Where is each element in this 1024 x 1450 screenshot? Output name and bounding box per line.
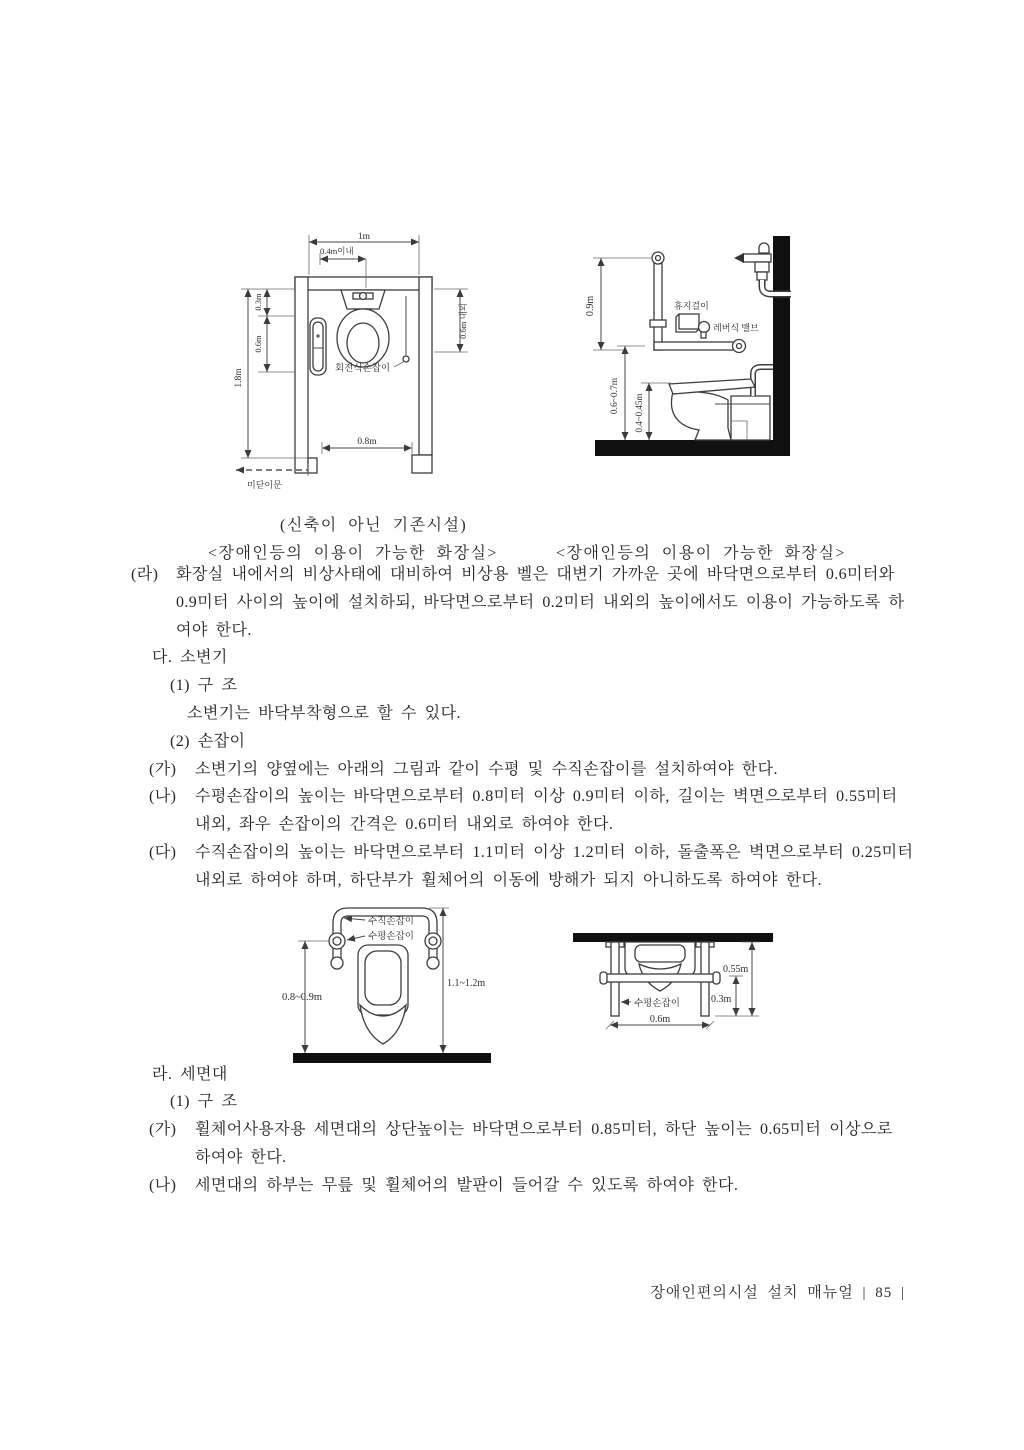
- svg-text:0.6m: 0.6m: [253, 335, 263, 353]
- item-text: 수평손잡이의 높이는 바닥면으로부터 0.8미터 이상 0.9미터 이하, 길이는 벽면으로부터 0.55미터 내외, 좌우 손잡이의 간격은 0.6미터 내외로 하여야 한다.: [195, 788, 898, 834]
- item-marker: (나): [149, 788, 177, 806]
- wall: [773, 236, 790, 456]
- item-text: 소변기의 양옆에는 아래의 그림과 같이 수평 및 수직손잡이를 설치하여야 한다.: [195, 760, 778, 778]
- paragraph-ga2: [149, 1116, 916, 1172]
- svg-text:1.8m: 1.8m: [234, 368, 244, 388]
- svg-text:1.1~1.2m: 1.1~1.2m: [447, 978, 486, 989]
- toilet-side-symbol: [669, 367, 773, 440]
- horizontal-grab-label: 수평손잡이: [368, 932, 414, 942]
- item-marker: (가): [149, 1121, 177, 1139]
- subsection-structure: (1) 구 조: [170, 677, 238, 695]
- figure-toilet-side-view: [583, 228, 797, 458]
- figure-stall-floor-plan: [228, 230, 478, 494]
- sliding-door-label: 미닫이문: [247, 480, 282, 490]
- svg-text:0.8m: 0.8m: [357, 437, 377, 447]
- subsection-structure-2: (1) 구 조: [170, 1093, 238, 1111]
- item-text: 휠체어사용자용 세면대의 상단높이는 바닥면으로부터 0.85미터, 하단 높이는 0.65미터 이상으로 하여야 한다.: [195, 1121, 893, 1166]
- toilet-plan-symbol: [337, 290, 389, 367]
- paragraph-na1: [149, 783, 916, 839]
- svg-text:0.6m: 0.6m: [649, 1014, 671, 1025]
- item-text: 화장실 내에서의 비상사태에 대비하여 비상용 벨은 대변기 가까운 곳에 바닥면으로부터 0.6미터와 0.9미터 사이의 높이에 설치하되, 바닥면으로부터 0.2미터 내외의 높이에서도 이용이 가능하도록 하여야 한다.: [176, 566, 905, 639]
- horizontal-grab-label: 수평손잡이: [634, 999, 680, 1009]
- floor: [595, 440, 790, 456]
- caption-accessible-toilet-right: <장애인등의 이용이 가능한 화장실>: [556, 545, 846, 562]
- paragraph-na2: [149, 1172, 916, 1200]
- item-marker: (다): [149, 843, 177, 861]
- body-text: [131, 561, 916, 1200]
- svg-text:0.3m: 0.3m: [711, 994, 732, 1005]
- svg-text:0.4m이내: 0.4m이내: [320, 246, 354, 256]
- item-marker: (라): [131, 566, 159, 583]
- caption-accessible-toilet-left: <장애인등의 이용이 가능한 화장실>: [208, 545, 498, 562]
- svg-text:0.4~0.45m: 0.4~0.45m: [634, 393, 644, 433]
- svg-text:0.6~0.7m: 0.6~0.7m: [610, 377, 620, 415]
- paragraph-da1: [149, 839, 916, 895]
- subsection-handle: (2) 손잡이: [170, 732, 246, 750]
- paragraph-ga1: [149, 756, 916, 784]
- paper-holder-label: 휴지걸이: [674, 301, 709, 311]
- section-heading-urinal: 다. 소변기: [152, 649, 228, 667]
- body-line: 소변기는 바닥부착형으로 할 수 있다.: [187, 704, 461, 722]
- svg-text:0.3m: 0.3m: [253, 293, 263, 311]
- item-marker: (나): [149, 1176, 177, 1194]
- item-text: 세면대의 하부는 무릎 및 휠체어의 발판이 들어갈 수 있도록 하여야 한다.: [195, 1176, 739, 1194]
- svg-text:0.6m 내외: 0.6m 내외: [458, 303, 468, 339]
- page-footer: 장애인편의시설 설치 매뉴얼 | 85 |: [650, 1285, 905, 1301]
- svg-text:0.8~0.9m: 0.8~0.9m: [282, 992, 323, 1003]
- lever-valve: [699, 322, 760, 339]
- caption-existing-facility: (신축이 아닌 기존시설): [280, 517, 468, 534]
- svg-text:1m: 1m: [357, 232, 371, 242]
- item-marker: (가): [149, 760, 177, 778]
- svg-text:0.55m: 0.55m: [723, 964, 749, 975]
- svg-text:0.9m: 0.9m: [585, 295, 596, 317]
- rotating-grab-bar-label: 회전식손잡이: [335, 364, 391, 374]
- side-wall-fixture: [310, 318, 326, 375]
- paragraph-ra: [131, 561, 916, 644]
- item-text: 수직손잡이의 높이는 바닥면으로부터 1.1미터 이상 1.2미터 이하, 돌출폭은 벽면으로부터 0.25미터 내외로 하여야 하며, 하단부가 휠체어의 이동에 방해가 되지 아니하도록 하여야 한다.: [195, 843, 914, 889]
- lever-valve-label: 레버식 밸브: [713, 323, 759, 333]
- figure-row-spacer: [150, 895, 916, 1061]
- vertical-grab-label: 수직손잡이: [368, 917, 414, 927]
- section-heading-washbasin: 라. 세면대: [152, 1065, 228, 1083]
